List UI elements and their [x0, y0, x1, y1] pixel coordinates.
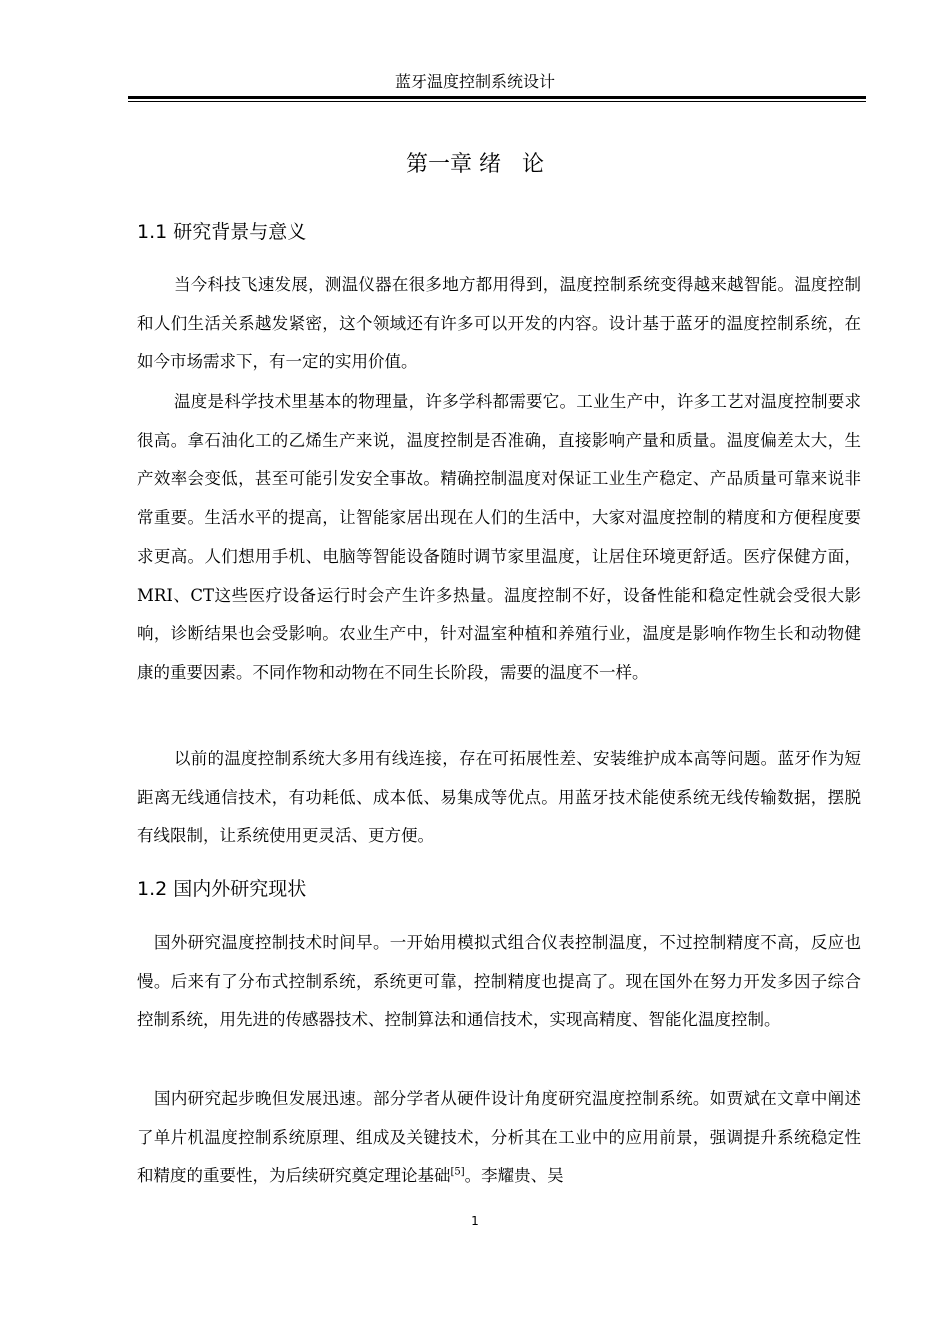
citation-ref: [5] — [450, 1166, 465, 1178]
paragraph-1-1-c: 以前的温度控制系统大多用有线连接，存在可拓展性差、安装维护成本高等问题。蓝牙作为短距离无线通信技术，有功耗低、成本低、易集成等优点。用蓝牙技术能使系统无线传输数据，摆脱有线限制，让系统使用更灵活、更方便。 — [137, 749, 861, 846]
section-heading-1-2: 1.2 国内外研究现状 — [137, 878, 307, 900]
page-number: 1 — [471, 1214, 479, 1228]
header-title: 蓝牙温度控制系统设计 — [394, 72, 555, 91]
paragraph-1-2-b-tail: 。李耀贵、吴 — [464, 1166, 564, 1186]
section-heading-1-1: 1.1 研究背景与意义 — [137, 221, 307, 243]
paragraph-1-2-a: 国外研究温度控制技术时间早。一开始用模拟式组合仪表控制温度，不过控制精度不高，反应也慢。后来有了分布式控制系统，系统更可靠，控制精度也提高了。现在国外在努力开发多因子综合控制系统，用先进的传感器技术、控制算法和通信技术，实现高精度、智能化温度控制。 — [137, 933, 861, 1030]
paragraph-1-1-b: 温度是科学技术里基本的物理量，许多学科都需要它。工业生产中，许多工艺对温度控制要求很高。拿石油化工的乙烯生产来说，温度控制是否准确，直接影响产量和质量。温度偏差太大，生产效率会变低，甚至可能引发安全事故。精确控制温度对保证工业生产稳定、产品质量可靠来说非常重要。生活水平的提高，让智能家居出现在人们的生活中，大家对温度控制的精度和方便程度要求更高。人们想用手机、电脑等智能设备随时调节家里温度，让居住环境更舒适。医疗保健方面，MRI、CT这些医疗设备运行时会产生许多热量。温度控制不好，设备性能和稳定性就会受很大影响，诊断结果也会受影响。农业生产中，针对温室种植和养殖行业，温度是影响作物生长和动物健康的重要因素。不同作物和动物在不同生长阶段，需要的温度不一样。 — [137, 392, 861, 682]
paragraph-1-2-b-text: 国内研究起步晚但发展迅速。部分学者从硬件设计角度研究温度控制系统。如贾斌在文章中阐述了单片机温度控制系统原理、组成及关键技术，分析其在工业中的应用前景，强调提升系统稳定性和精度的重要性，为后续研究奠定理论基础 — [137, 1089, 861, 1186]
header-rule-thick — [128, 96, 866, 99]
chapter-title: 第一章 绪 论 — [406, 152, 544, 177]
paragraph-1-2-b — [137, 1080, 861, 1196]
paragraph-1-1-a: 当今科技飞速发展，测温仪器在很多地方都用得到，温度控制系统变得越来越智能。温度控制和人们生活关系越发紧密，这个领域还有许多可以开发的内容。设计基于蓝牙的温度控制系统，在如今市场需求下，有一定的实用价值。 — [137, 275, 861, 372]
header-rule-thin — [128, 101, 866, 102]
